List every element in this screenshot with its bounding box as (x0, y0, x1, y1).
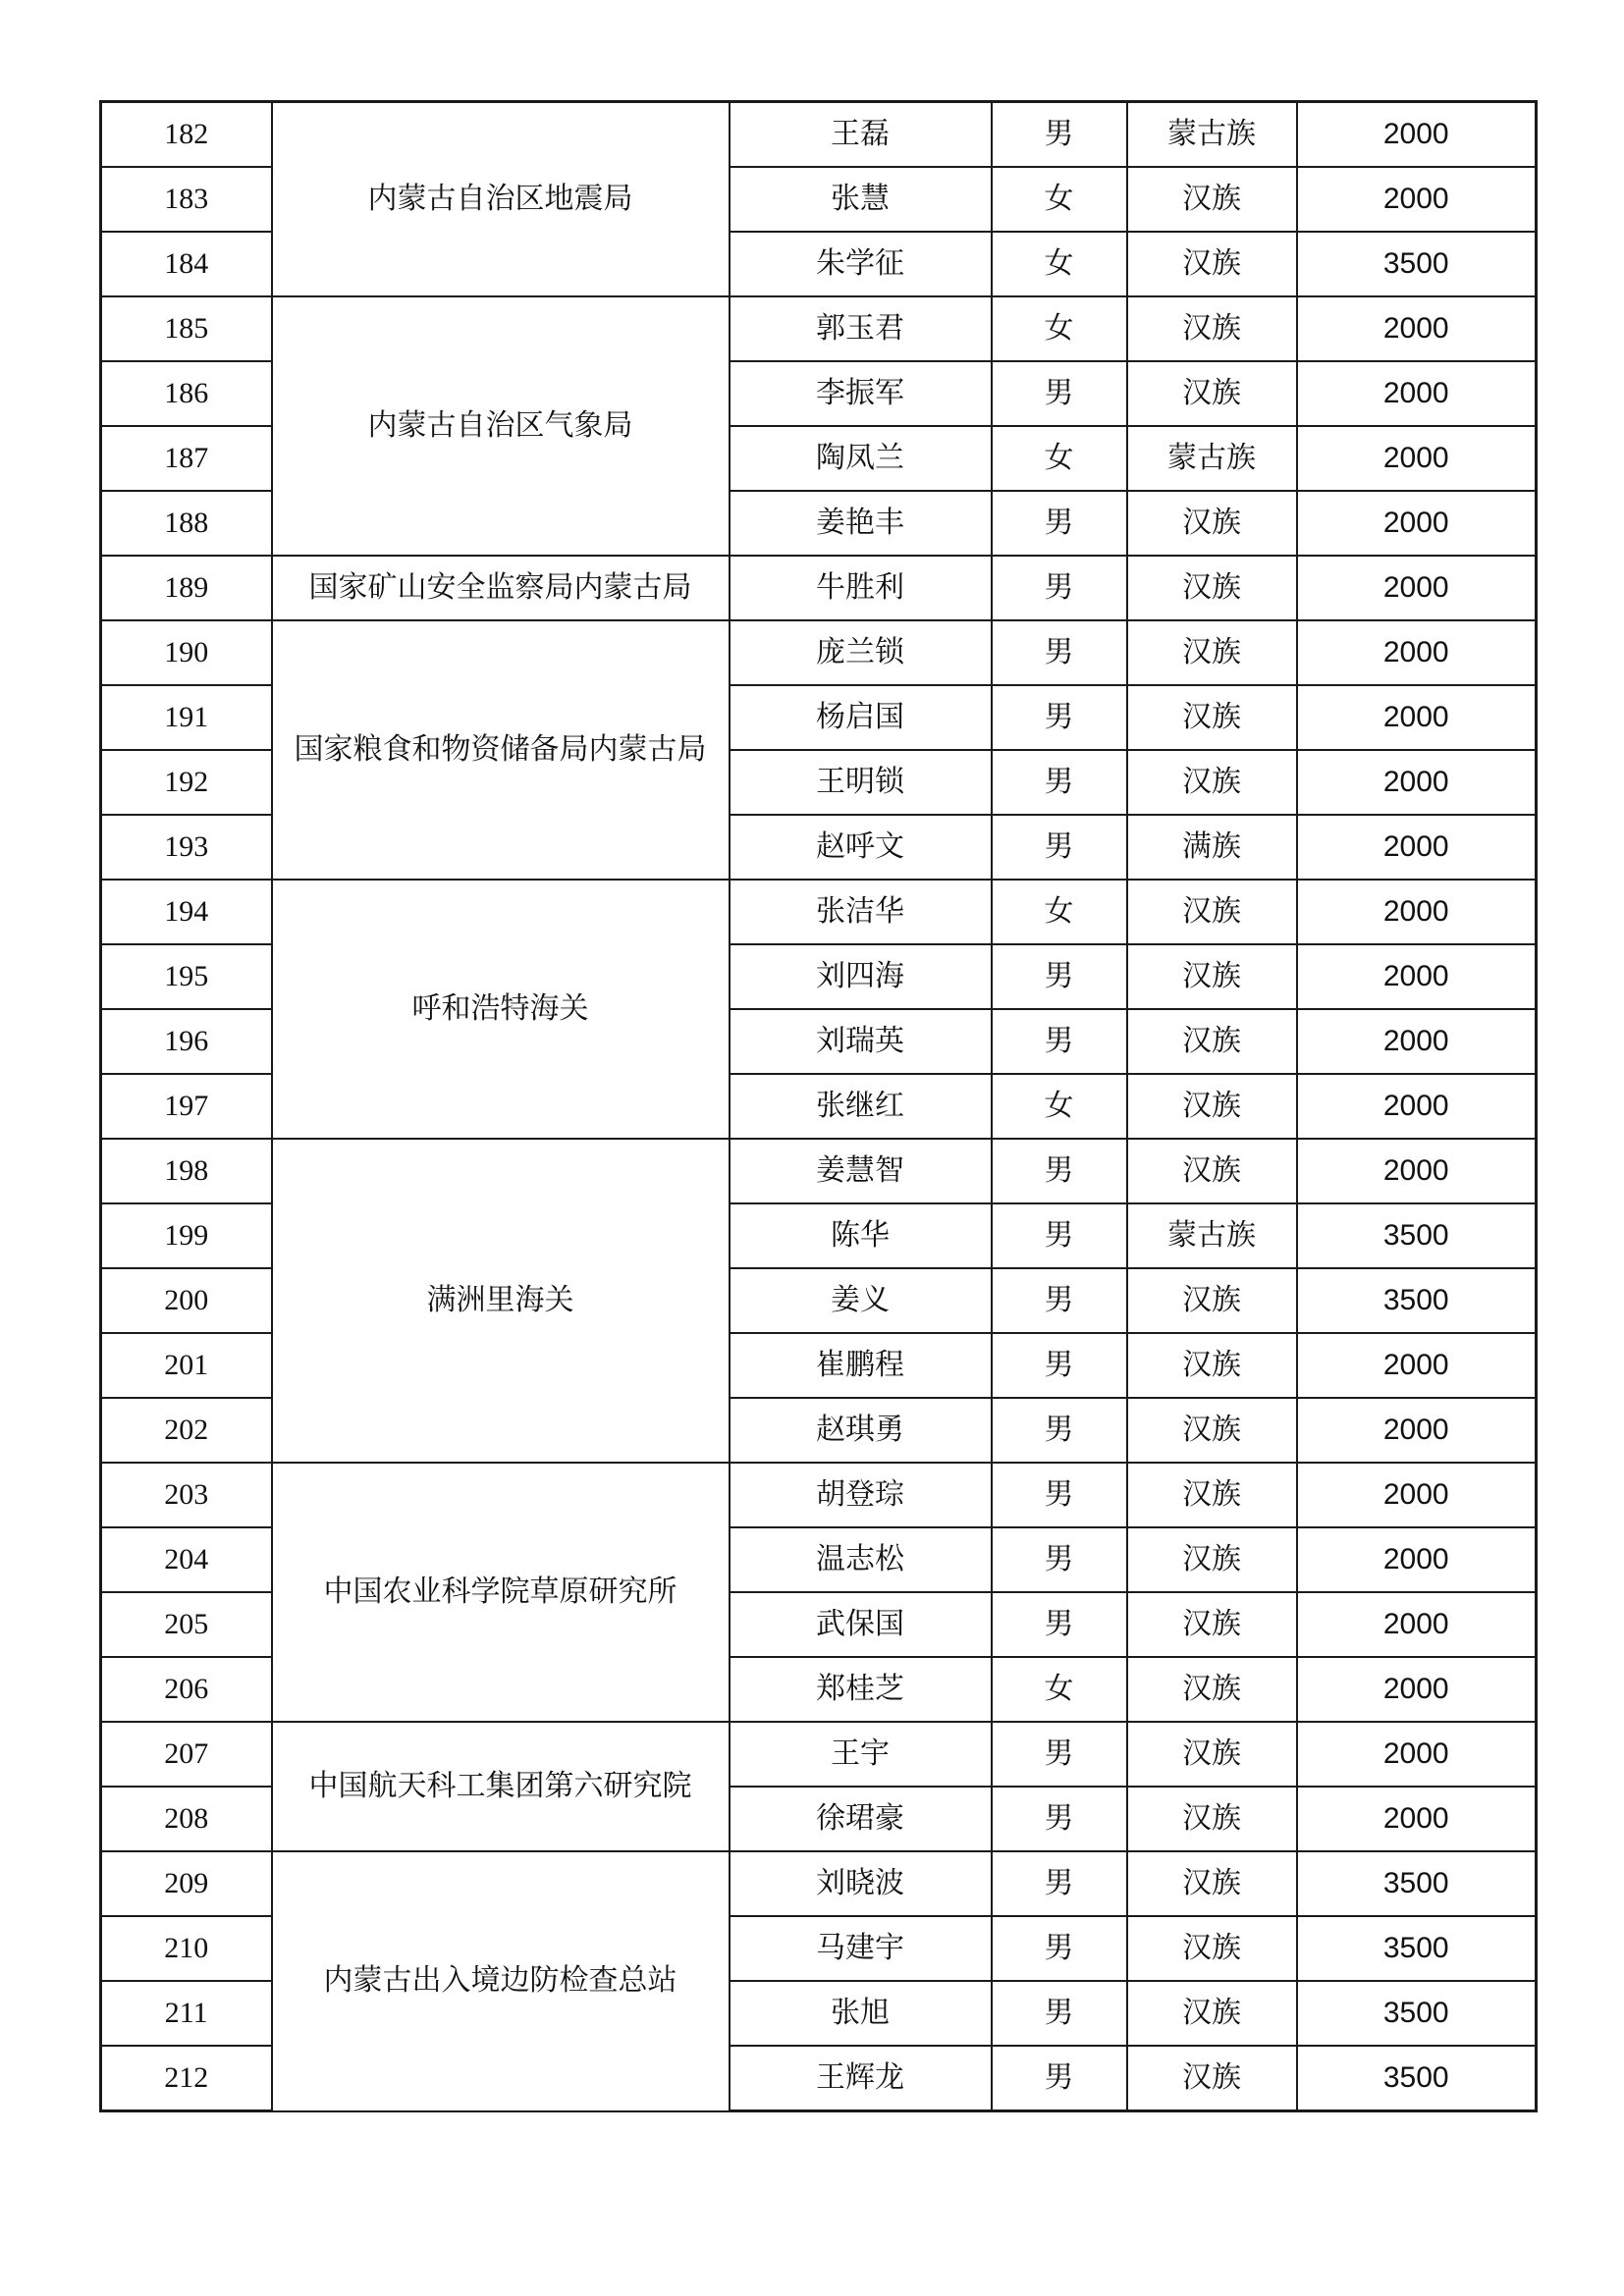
ethnicity: 汉族 (1127, 296, 1297, 361)
person-name: 陶凤兰 (730, 426, 992, 491)
amount: 2000 (1297, 426, 1537, 491)
gender: 男 (992, 556, 1127, 620)
row-number: 191 (101, 685, 272, 750)
amount: 2000 (1297, 1009, 1537, 1074)
ethnicity: 满族 (1127, 815, 1297, 880)
gender: 男 (992, 2046, 1127, 2111)
row-number: 207 (101, 1722, 272, 1787)
amount: 3500 (1297, 2046, 1537, 2111)
ethnicity: 汉族 (1127, 1981, 1297, 2046)
row-number: 205 (101, 1592, 272, 1657)
ethnicity: 汉族 (1127, 232, 1297, 296)
ethnicity: 汉族 (1127, 1009, 1297, 1074)
ethnicity: 汉族 (1127, 1398, 1297, 1463)
gender: 女 (992, 1657, 1127, 1722)
gender: 女 (992, 880, 1127, 944)
amount: 3500 (1297, 1981, 1537, 2046)
person-name: 张慧 (730, 167, 992, 232)
gender: 男 (992, 1981, 1127, 2046)
gender: 男 (992, 1268, 1127, 1333)
row-number: 203 (101, 1463, 272, 1527)
person-name: 王宇 (730, 1722, 992, 1787)
ethnicity: 汉族 (1127, 1527, 1297, 1592)
row-number: 183 (101, 167, 272, 232)
ethnicity: 汉族 (1127, 880, 1297, 944)
ethnicity: 蒙古族 (1127, 1203, 1297, 1268)
gender: 男 (992, 815, 1127, 880)
person-name: 郑桂芝 (730, 1657, 992, 1722)
row-number: 182 (101, 102, 272, 168)
person-name: 牛胜利 (730, 556, 992, 620)
amount: 2000 (1297, 361, 1537, 426)
person-name: 赵琪勇 (730, 1398, 992, 1463)
row-number: 197 (101, 1074, 272, 1139)
ethnicity: 蒙古族 (1127, 426, 1297, 491)
person-name: 王明锁 (730, 750, 992, 815)
amount: 2000 (1297, 491, 1537, 556)
amount: 2000 (1297, 620, 1537, 685)
table-row (101, 556, 1537, 620)
gender: 女 (992, 167, 1127, 232)
unit-name: 中国航天科工集团第六研究院 (272, 1722, 730, 1851)
table-row (101, 102, 1537, 168)
person-name: 崔鹏程 (730, 1333, 992, 1398)
roster-body (101, 102, 1537, 2111)
ethnicity: 汉族 (1127, 1333, 1297, 1398)
ethnicity: 汉族 (1127, 1139, 1297, 1203)
unit-name: 内蒙古出入境边防检查总站 (272, 1851, 730, 2111)
gender: 男 (992, 620, 1127, 685)
table-row (101, 1722, 1537, 1787)
ethnicity: 汉族 (1127, 556, 1297, 620)
row-number: 193 (101, 815, 272, 880)
amount: 2000 (1297, 1333, 1537, 1398)
ethnicity: 汉族 (1127, 1074, 1297, 1139)
row-number: 201 (101, 1333, 272, 1398)
gender: 女 (992, 232, 1127, 296)
row-number: 195 (101, 944, 272, 1009)
amount: 3500 (1297, 232, 1537, 296)
amount: 2000 (1297, 880, 1537, 944)
person-name: 张洁华 (730, 880, 992, 944)
person-name: 朱学征 (730, 232, 992, 296)
row-number: 212 (101, 2046, 272, 2111)
person-name: 姜慧智 (730, 1139, 992, 1203)
unit-name: 呼和浩特海关 (272, 880, 730, 1139)
table-row (101, 880, 1537, 944)
person-name: 陈华 (730, 1203, 992, 1268)
ethnicity: 汉族 (1127, 1657, 1297, 1722)
gender: 男 (992, 1398, 1127, 1463)
gender: 男 (992, 1851, 1127, 1916)
person-name: 张继红 (730, 1074, 992, 1139)
roster-table (99, 100, 1538, 2112)
amount: 2000 (1297, 296, 1537, 361)
ethnicity: 汉族 (1127, 491, 1297, 556)
amount: 2000 (1297, 944, 1537, 1009)
person-name: 徐珺豪 (730, 1787, 992, 1851)
row-number: 192 (101, 750, 272, 815)
person-name: 温志松 (730, 1527, 992, 1592)
gender: 男 (992, 1722, 1127, 1787)
amount: 3500 (1297, 1916, 1537, 1981)
unit-name: 国家矿山安全监察局内蒙古局 (272, 556, 730, 620)
amount: 2000 (1297, 1787, 1537, 1851)
person-name: 王辉龙 (730, 2046, 992, 2111)
person-name: 刘瑞英 (730, 1009, 992, 1074)
ethnicity: 汉族 (1127, 2046, 1297, 2111)
table-row (101, 620, 1537, 685)
ethnicity: 汉族 (1127, 167, 1297, 232)
amount: 2000 (1297, 1722, 1537, 1787)
unit-name: 满洲里海关 (272, 1139, 730, 1463)
amount: 2000 (1297, 167, 1537, 232)
ethnicity: 汉族 (1127, 1592, 1297, 1657)
table-row (101, 1463, 1537, 1527)
gender: 男 (992, 1527, 1127, 1592)
person-name: 姜义 (730, 1268, 992, 1333)
amount: 2000 (1297, 750, 1537, 815)
row-number: 210 (101, 1916, 272, 1981)
person-name: 张旭 (730, 1981, 992, 2046)
ethnicity: 汉族 (1127, 1463, 1297, 1527)
gender: 男 (992, 1916, 1127, 1981)
row-number: 200 (101, 1268, 272, 1333)
row-number: 186 (101, 361, 272, 426)
amount: 3500 (1297, 1203, 1537, 1268)
gender: 男 (992, 1203, 1127, 1268)
table-row (101, 1851, 1537, 1916)
amount: 2000 (1297, 1463, 1537, 1527)
amount: 2000 (1297, 1527, 1537, 1592)
gender: 女 (992, 426, 1127, 491)
person-name: 马建宇 (730, 1916, 992, 1981)
row-number: 208 (101, 1787, 272, 1851)
person-name: 赵呼文 (730, 815, 992, 880)
row-number: 188 (101, 491, 272, 556)
row-number: 189 (101, 556, 272, 620)
row-number: 184 (101, 232, 272, 296)
row-number: 196 (101, 1009, 272, 1074)
gender: 男 (992, 1787, 1127, 1851)
amount: 2000 (1297, 1592, 1537, 1657)
person-name: 刘四海 (730, 944, 992, 1009)
unit-name: 国家粮食和物资储备局内蒙古局 (272, 620, 730, 880)
ethnicity: 汉族 (1127, 685, 1297, 750)
ethnicity: 汉族 (1127, 1916, 1297, 1981)
ethnicity: 汉族 (1127, 1722, 1297, 1787)
person-name: 王磊 (730, 102, 992, 168)
row-number: 194 (101, 880, 272, 944)
person-name: 胡登琮 (730, 1463, 992, 1527)
gender: 男 (992, 1009, 1127, 1074)
row-number: 204 (101, 1527, 272, 1592)
amount: 2000 (1297, 815, 1537, 880)
unit-name: 内蒙古自治区气象局 (272, 296, 730, 556)
row-number: 206 (101, 1657, 272, 1722)
row-number: 199 (101, 1203, 272, 1268)
ethnicity: 汉族 (1127, 944, 1297, 1009)
gender: 男 (992, 1139, 1127, 1203)
amount: 3500 (1297, 1851, 1537, 1916)
person-name: 李振军 (730, 361, 992, 426)
gender: 男 (992, 1463, 1127, 1527)
amount: 2000 (1297, 1657, 1537, 1722)
ethnicity: 汉族 (1127, 1787, 1297, 1851)
gender: 男 (992, 361, 1127, 426)
row-number: 190 (101, 620, 272, 685)
ethnicity: 汉族 (1127, 750, 1297, 815)
unit-name: 中国农业科学院草原研究所 (272, 1463, 730, 1722)
table-row (101, 296, 1537, 361)
person-name: 郭玉君 (730, 296, 992, 361)
amount: 2000 (1297, 1139, 1537, 1203)
amount: 2000 (1297, 556, 1537, 620)
ethnicity: 汉族 (1127, 620, 1297, 685)
ethnicity: 汉族 (1127, 1268, 1297, 1333)
gender: 男 (992, 944, 1127, 1009)
ethnicity: 汉族 (1127, 1851, 1297, 1916)
amount: 2000 (1297, 102, 1537, 168)
table-row (101, 1139, 1537, 1203)
row-number: 202 (101, 1398, 272, 1463)
unit-name: 内蒙古自治区地震局 (272, 102, 730, 297)
row-number: 211 (101, 1981, 272, 2046)
gender: 男 (992, 1333, 1127, 1398)
gender: 男 (992, 750, 1127, 815)
gender: 男 (992, 102, 1127, 168)
ethnicity: 蒙古族 (1127, 102, 1297, 168)
amount: 2000 (1297, 685, 1537, 750)
amount: 2000 (1297, 1074, 1537, 1139)
person-name: 刘晓波 (730, 1851, 992, 1916)
person-name: 杨启国 (730, 685, 992, 750)
row-number: 187 (101, 426, 272, 491)
person-name: 武保国 (730, 1592, 992, 1657)
ethnicity: 汉族 (1127, 361, 1297, 426)
amount: 3500 (1297, 1268, 1537, 1333)
row-number: 209 (101, 1851, 272, 1916)
gender: 男 (992, 1592, 1127, 1657)
gender: 男 (992, 491, 1127, 556)
amount: 2000 (1297, 1398, 1537, 1463)
person-name: 姜艳丰 (730, 491, 992, 556)
row-number: 198 (101, 1139, 272, 1203)
person-name: 庞兰锁 (730, 620, 992, 685)
gender: 女 (992, 1074, 1127, 1139)
row-number: 185 (101, 296, 272, 361)
gender: 女 (992, 296, 1127, 361)
gender: 男 (992, 685, 1127, 750)
